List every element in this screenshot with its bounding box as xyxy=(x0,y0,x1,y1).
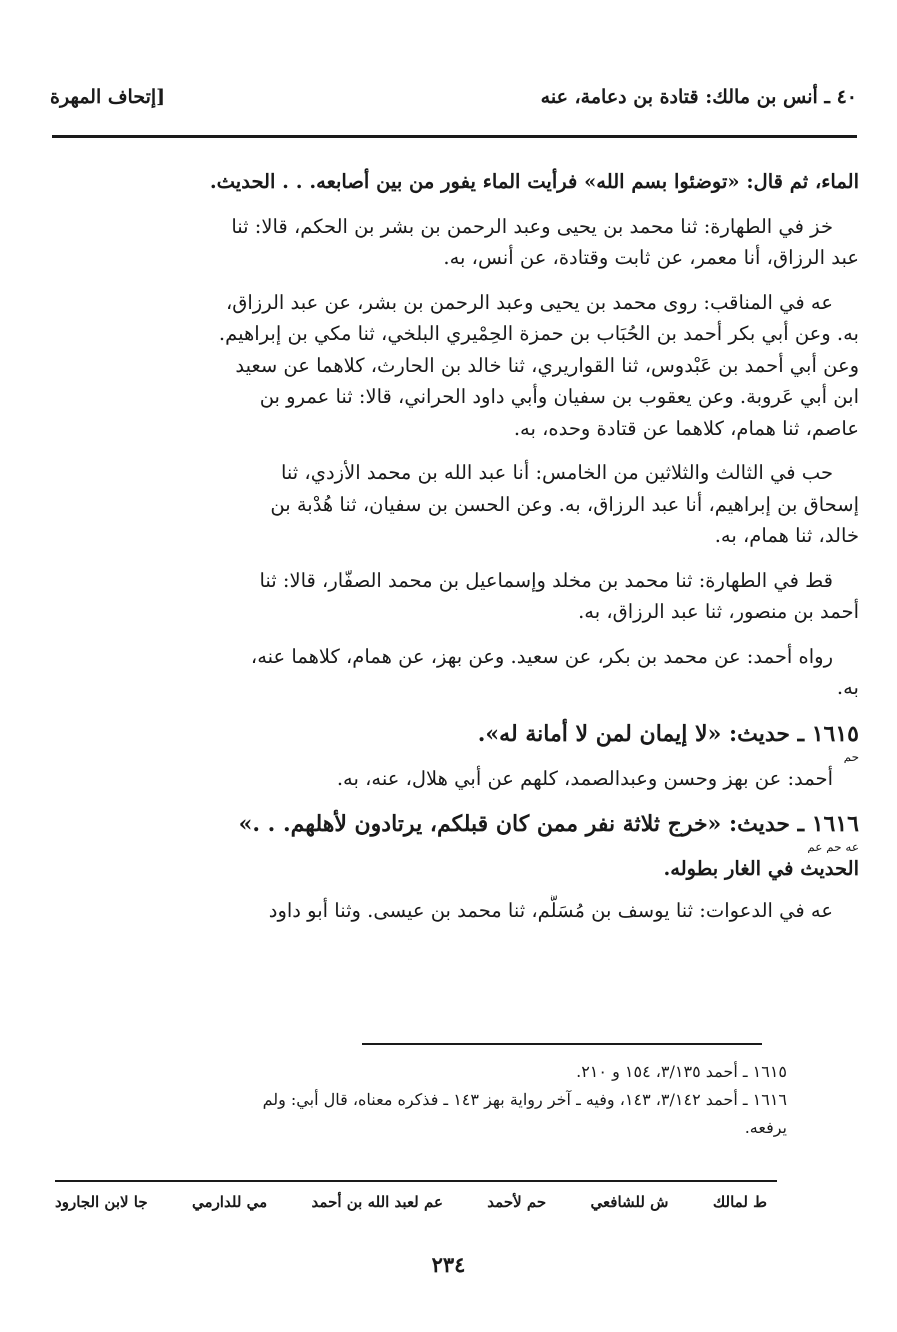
text-line: أحمد: عن بهز وحسن وعبدالصمد، كلهم عن أبي هلال، عنه، به. xyxy=(336,766,833,790)
paragraph xyxy=(50,641,859,704)
legend-item: مي للدارمي xyxy=(192,1193,268,1211)
text-line: أحمد بن منصور، ثنا عبد الرزاق، به. xyxy=(578,600,859,623)
legend-item: ط لمالك xyxy=(712,1193,767,1211)
paragraph xyxy=(50,211,859,274)
legend-rule xyxy=(55,1180,777,1182)
page-number: ٢٣٤ xyxy=(431,1252,466,1277)
legend-item: جا لابن الجارود xyxy=(55,1193,148,1211)
footnote: يرفعه. xyxy=(744,1118,787,1137)
hadith-heading: ١٦١٥ ـ حديث: «لا إيمان لمن لا أمانة له». xyxy=(477,720,859,747)
book-title: [إتحاف المهرة xyxy=(50,86,166,108)
sigla-mark: عه حم عم xyxy=(807,841,859,853)
paragraph xyxy=(50,166,859,198)
abbreviation-legend xyxy=(55,1193,767,1211)
text-line: به. وعن أبي بكر أحمد بن الحُبَاب بن حمزة الحِمْيري البلخي، ثنا مكي بن إبراهيم. xyxy=(218,322,859,345)
legend-item: ش للشافعي xyxy=(590,1193,669,1211)
footnote: ١٦١٥ ـ أحمد ٣/١٣٥، ١٥٤ و ٢١٠. xyxy=(576,1062,787,1081)
text-line: قط في الطهارة: ثنا محمد بن مخلد وإسماعيل بن محمد الصفّار، قالا: ثنا xyxy=(259,568,833,592)
text-line: به. xyxy=(836,676,859,699)
text-line: حب في الثالث والثلاثين من الخامس: أنا عبد الله بن محمد الأزدي، ثنا xyxy=(280,461,833,484)
text-line: إسحاق بن إبراهيم، أنا عبد الرزاق، به. وعن الحسن بن سفيان، ثنا هُدْبة بن xyxy=(270,492,859,516)
text-line: الماء، ثم قال: «توضئوا بسم الله» فرأيت الماء يفور من بين أصابعه. . . الحديث. xyxy=(209,170,859,193)
legend-item: حم لأحمد xyxy=(487,1193,547,1211)
hadith-1616 xyxy=(50,807,859,926)
text-line: عاصم، ثنا همام، كلاهما عن قتادة وحده، به. xyxy=(513,416,859,440)
text-line: الحديث في الغار بطوله. xyxy=(663,857,859,880)
legend-item: عم لعبد الله بن أحمد xyxy=(311,1193,443,1211)
text-line: خز في الطهارة: ثنا محمد بن يحيى وعبد الرحمن بن بشر بن الحكم، قالا: ثنا xyxy=(231,214,833,238)
text-line: ابن أبي عَروبة. وعن يعقوب بن سفيان وأبي داود الحراني، قالا: ثنا عمرو بن xyxy=(259,385,859,408)
footnotes xyxy=(52,1058,787,1142)
text-line: خالد، ثنا همام، به. xyxy=(714,524,859,547)
hadith-1615 xyxy=(50,717,859,795)
main-text xyxy=(50,166,859,939)
text-line: عه في الدعوات: ثنا يوسف بن مُسَلَّم، ثنا محمد بن عيسى. وثنا أبو داود xyxy=(268,898,833,922)
text-line: وعن أبي أحمد بن عَبْدوس، ثنا القواريري، ثنا خالد بن الحارث، كلاهما عن سعيد xyxy=(235,353,859,377)
footnote-rule xyxy=(362,1043,762,1045)
header-rule xyxy=(52,135,857,138)
paragraph xyxy=(50,287,859,445)
page-header xyxy=(50,86,857,120)
paragraph xyxy=(50,565,859,628)
text-line: عبد الرزاق، أنا معمر، عن ثابت وقتادة، عن أنس، به. xyxy=(443,246,859,269)
text-line: رواه أحمد: عن محمد بن بكر، عن سعيد. وعن بهز، عن همام، كلاهما عنه، xyxy=(250,644,833,668)
running-title: ٤٠ ـ أنس بن مالك: قتادة بن دعامة، عنه xyxy=(540,86,857,108)
sigla-mark: حم xyxy=(843,750,859,763)
paragraph xyxy=(50,457,859,552)
hadith-heading: ١٦١٦ ـ حديث: «خرج ثلاثة نفر ممن كان قبلكم، يرتادون لأهلهم. . .» xyxy=(238,811,859,837)
footnote: ١٦١٦ ـ أحمد ٣/١٤٢، ١٤٣، وفيه ـ آخر رواية بهز ١٤٣ ـ فذكره معناه، قال أبي: ولم xyxy=(262,1090,787,1109)
text-line: عه في المناقب: روى محمد بن يحيى وعبد الرحمن بن بشر، عن عبد الرزاق، xyxy=(225,290,833,314)
